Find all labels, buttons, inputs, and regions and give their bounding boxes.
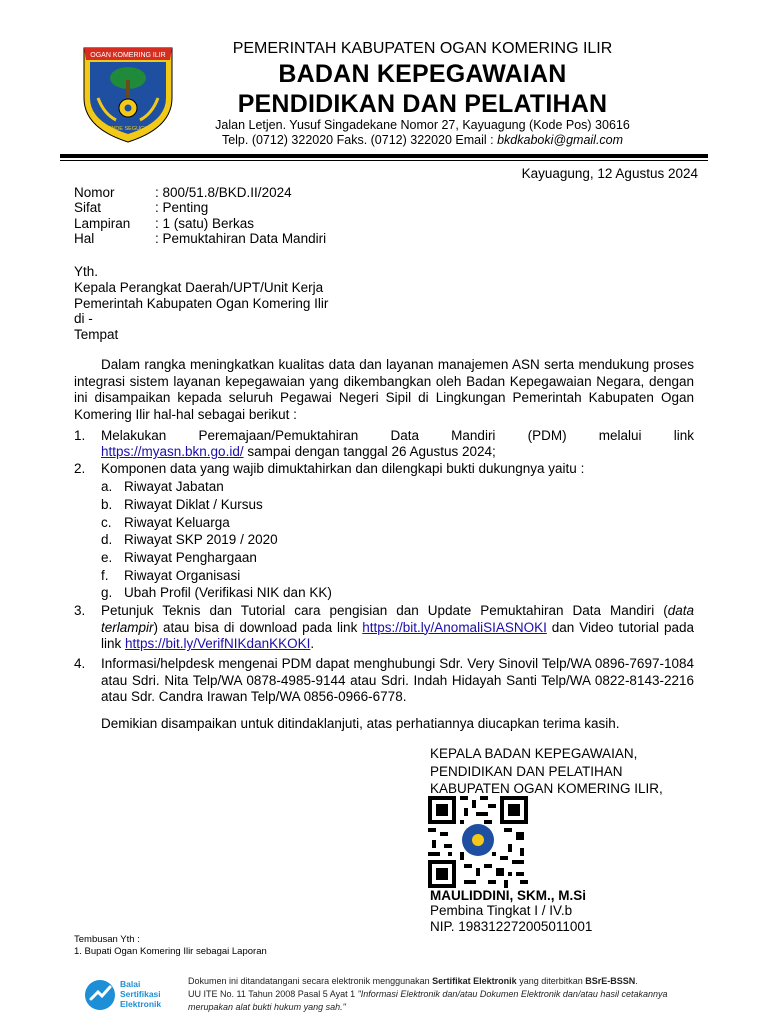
subitem-text: Riwayat SKP 2019 / 2020 bbox=[124, 532, 278, 547]
copy-recipients bbox=[74, 934, 267, 958]
svg-text:Balai: Balai bbox=[120, 979, 141, 989]
point-3-attached-note: data terlampir bbox=[101, 603, 694, 635]
subitem-text: Riwayat Organisasi bbox=[124, 568, 241, 583]
subitem-text: Riwayat Keluarga bbox=[124, 515, 230, 530]
meta-value-nomor: : 800/51.8/BKD.II/2024 bbox=[155, 185, 292, 200]
copy-recipients-label: Tembusan Yth : bbox=[74, 934, 140, 945]
intro-paragraph: Dalam rangka meningkatkan kualitas data dan layanan manajemen ASN serta mendukung proses integrasi sistem layanan kepegawaian yang dikembangkan oleh Badan Kepegawaian Negara, dengan ini disampaikan kepada seluruh Pegawai Negeri Sipil di Lingkungan Pemerintah Kabupaten Ogan Komering Ilir hal-hal sebagai berikut : bbox=[74, 357, 694, 422]
subitem-letter: e. bbox=[101, 550, 113, 565]
signature-qr-code bbox=[428, 796, 528, 888]
signatory-title: PENDIDIKAN DAN PELATIHAN bbox=[430, 764, 623, 779]
point-1-text: Melakukan Peremajaan/Pemuktahiran Data Mandiri (PDM) melalui link bbox=[101, 428, 694, 443]
letter-date: Kayuagung, 12 Agustus 2024 bbox=[521, 166, 698, 181]
anomali-siasn-link[interactable]: https://bit.ly/AnomaliSIASNOKI bbox=[362, 619, 547, 635]
notice-part: Dokumen ini ditandatangani secara elektronik menggunakan bbox=[188, 976, 433, 986]
point-2-text: Komponen data yang wajib dimuktahirkan dan dilengkapi bukti dukungnya yaitu : bbox=[101, 461, 585, 476]
meta-value-lampiran: : 1 (satu) Berkas bbox=[155, 216, 255, 231]
verif-nik-kk-link[interactable]: https://bit.ly/VerifNIKdanKKOKI bbox=[125, 636, 311, 651]
notice-part: Sertifikat Elektronik bbox=[432, 976, 517, 986]
meta-key-sifat: Sifat bbox=[74, 200, 102, 215]
svg-text:Elektronik: Elektronik bbox=[120, 999, 162, 1009]
subitem-letter: b. bbox=[101, 497, 113, 512]
signatory-title: KEPALA BADAN KEPEGAWAIAN, bbox=[430, 746, 638, 761]
subitem-letter: a. bbox=[101, 479, 113, 494]
myasn-link[interactable]: https://myasn.bkn.go.id/ bbox=[101, 444, 244, 459]
point-3-part: ) atau bisa di download pada link bbox=[153, 619, 363, 635]
electronic-signature-notice bbox=[188, 975, 688, 1014]
notice-part: yang diterbitkan bbox=[516, 976, 586, 986]
point-3-part: dan Video tutorial pada link bbox=[101, 619, 694, 651]
contact-email[interactable]: bkdkaboki@gmail.com bbox=[497, 133, 624, 147]
government-name: PEMERINTAH KABUPATEN OGAN KOMERING ILIR bbox=[232, 40, 613, 57]
subitem-letter: c. bbox=[101, 515, 112, 530]
recipient-line: Yth. bbox=[74, 264, 99, 279]
point-number: 3. bbox=[74, 603, 86, 618]
meta-key-nomor: Nomor bbox=[74, 185, 115, 200]
office-address: Jalan Letjen. Yusuf Singadekane Nomor 27, Kayuagung (Kode Pos) 30616 bbox=[215, 118, 630, 132]
notice-part: . bbox=[635, 976, 638, 986]
recipient-line: Tempat bbox=[74, 327, 119, 342]
letterhead-rule-thick bbox=[60, 154, 708, 158]
notice-line-1 bbox=[188, 975, 688, 988]
point-3-part: . bbox=[310, 636, 315, 651]
subitem-text: Riwayat Penghargaan bbox=[124, 550, 257, 565]
signatory-rank: Pembina Tingkat I / IV.b bbox=[430, 903, 573, 918]
regency-logo bbox=[78, 40, 178, 145]
meta-key-lampiran: Lampiran bbox=[74, 216, 131, 231]
point-number: 4. bbox=[74, 656, 86, 671]
closing-sentence: Demikian disampaikan untuk ditindaklanjuti, atas perhatiannya diucapkan terima kasih. bbox=[101, 716, 620, 731]
svg-text:OGAN KOMERING ILIR: OGAN KOMERING ILIR bbox=[90, 52, 166, 59]
subitem-text: Riwayat Jabatan bbox=[124, 479, 224, 494]
letterhead-rule-thin bbox=[60, 160, 708, 161]
copy-recipient-item: 1. Bupati Ogan Komering Ilir sebagai Laporan bbox=[74, 946, 267, 957]
subitem-letter: f. bbox=[101, 568, 109, 583]
signatory-title: KABUPATEN OGAN KOMERING ILIR, bbox=[430, 781, 663, 796]
subitem-text: Riwayat Diklat / Kursus bbox=[124, 497, 263, 512]
subitem-letter: g. bbox=[101, 585, 113, 600]
svg-text:Sertifikasi: Sertifikasi bbox=[120, 989, 161, 999]
meta-key-hal: Hal bbox=[74, 231, 95, 246]
agency-name-line1: BADAN KEPEGAWAIAN bbox=[278, 60, 567, 88]
recipient-line: Kepala Perangkat Daerah/UPT/Unit Kerja bbox=[74, 280, 324, 295]
notice-part: BSrE-BSSN bbox=[585, 976, 636, 986]
point-1-continuation bbox=[101, 444, 496, 460]
point-3-text bbox=[101, 603, 694, 653]
notice-part: UU ITE No. 11 Tahun 2008 Pasal 5 Ayat 1 bbox=[188, 989, 358, 999]
contact-phone-fax: Telp. (0712) 322020 Faks. (0712) 322020 Email : bbox=[221, 133, 498, 147]
notice-quote: "Informasi Elektronik dan/atau Dokumen Elektronik dan/atau hasil cetakannya merupakan alat bukti hukum yang sah." bbox=[188, 989, 668, 1012]
point-number: 2. bbox=[74, 461, 86, 476]
office-contact bbox=[190, 133, 655, 147]
signatory-nip: NIP. 198312272005011001 bbox=[430, 919, 593, 934]
recipient-line: di - bbox=[74, 311, 93, 326]
point-1-deadline: sampai dengan tanggal 26 Agustus 2024; bbox=[243, 444, 496, 459]
point-4-text: Informasi/helpdesk mengenai PDM dapat menghubungi Sdr. Very Sinovil Telp/WA 0896-7697-1084 atau Sdri. Nita Telp/WA 0878-4985-9144 atau Sdri. Indah Hidayah Santi Telp/WA 0822-8143-2216 atau Sdr. Candra Irawan Telp/WA 0856-0966-6778. bbox=[101, 656, 694, 704]
notice-line-2 bbox=[188, 988, 688, 1014]
meta-value-hal: : Pemuktahiran Data Mandiri bbox=[155, 231, 327, 246]
subitem-letter: d. bbox=[101, 532, 113, 547]
subitem-text: Ubah Profil (Verifikasi NIK dan KK) bbox=[124, 585, 332, 600]
point-3-part: Petunjuk Teknis dan Tutorial cara pengisian dan Update Pemuktahiran Data Mandiri ( bbox=[101, 603, 668, 618]
bsre-logo bbox=[82, 975, 182, 1015]
signatory-name: MAULIDDINI, SKM., M.Si bbox=[430, 888, 586, 903]
svg-text:BENDE SEGUGUK: BENDE SEGUGUK bbox=[104, 126, 152, 132]
recipient-line: Pemerintah Kabupaten Ogan Komering Ilir bbox=[74, 296, 329, 311]
agency-name-line2: PENDIDIKAN DAN PELATIHAN bbox=[237, 90, 608, 118]
point-number: 1. bbox=[74, 428, 86, 443]
meta-value-sifat: : Penting bbox=[155, 200, 209, 215]
